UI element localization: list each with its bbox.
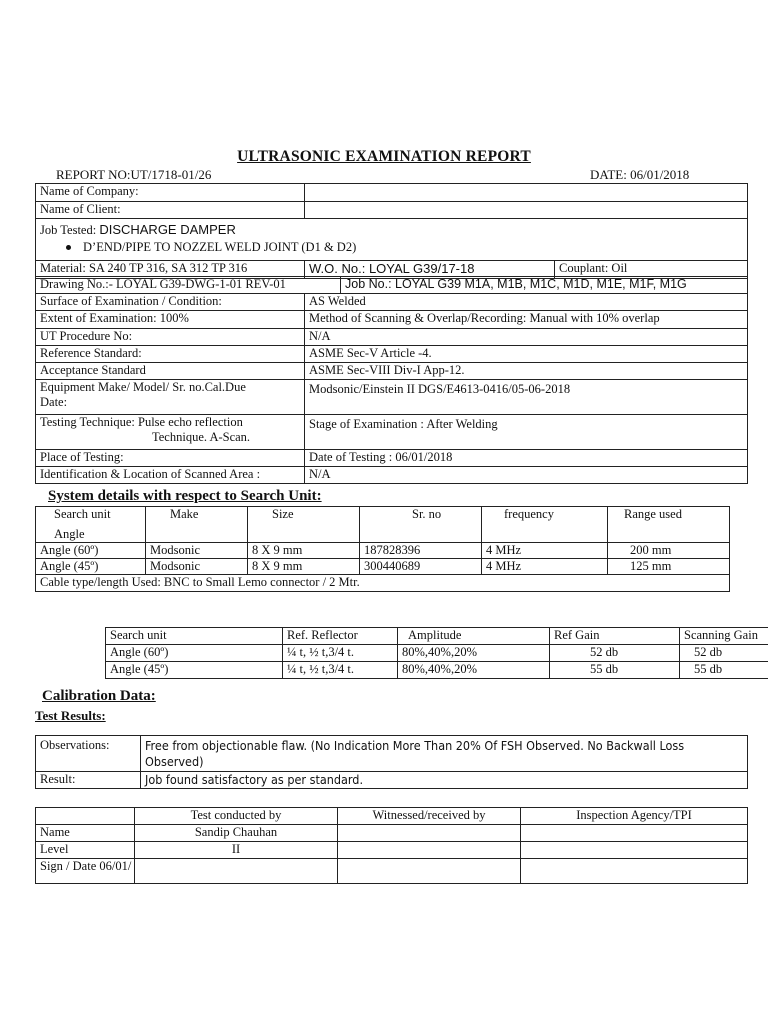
calibration-table (105, 627, 768, 679)
technique-label (36, 415, 305, 450)
header-witnessed: Witnessed/received by (338, 808, 521, 825)
job-number: Job No.: LOYAL G39 M1A, M1B, M1C, M1D, M1E, M1F, M1G (341, 277, 748, 294)
header-search-unit (36, 507, 146, 543)
surface-value: AS Welded (305, 294, 748, 311)
cal-header-amplitude: Amplitude (398, 628, 550, 645)
drawing-table (35, 276, 748, 294)
cal-cell-amplitude: 80%,40%,20% (398, 662, 550, 679)
technique-label-line2: Technique. A-Scan. (152, 430, 251, 444)
procedure-label: UT Procedure No: (36, 329, 305, 346)
results-table (35, 735, 748, 789)
header-sr-no: Sr. no (360, 507, 482, 543)
table-row (106, 645, 768, 662)
level-value: II (135, 842, 338, 859)
cell-make: Modsonic (146, 543, 248, 559)
table-row (36, 543, 730, 559)
cell-range: 125 mm (608, 559, 730, 575)
cable-info: Cable type/length Used: BNC to Small Lemo connector / 2 Mtr. (36, 575, 730, 592)
material: Material: SA 240 TP 316, SA 312 TP 316 (36, 261, 305, 279)
header-range: Range used (608, 507, 730, 543)
cal-header-ref-gain: Ref Gain (550, 628, 680, 645)
cal-cell-reflector: ¼ t, ½ t,3/4 t. (283, 662, 398, 679)
name-value: Sandip Chauhan (135, 825, 338, 842)
job-description: D’END/PIPE TO NOZZEL WELD JOINT (D1 & D2) (83, 240, 357, 254)
cal-cell-scanning-gain: 52 db (680, 645, 768, 662)
cal-header-scanning-gain: Scanning Gain (680, 628, 768, 645)
stage-value: Stage of Examination : After Welding (305, 415, 748, 450)
sign-label: Sign / Date (40, 859, 97, 873)
details-table (35, 183, 748, 279)
header-size: Size (248, 507, 360, 543)
method-value: Method of Scanning & Overlap/Recording: Manual with 10% overlap (305, 311, 748, 329)
cal-cell-reflector: ¼ t, ½ t,3/4 t. (283, 645, 398, 662)
cal-cell-search-unit: Angle (60º) (106, 645, 283, 662)
equipment-label-line1: Equipment Make/ Model/ Sr. no.Cal.Due (40, 380, 246, 394)
report-number: REPORT NO:UT/1718-01/26 (56, 167, 212, 182)
bullet-icon (66, 245, 71, 250)
signoff-header-blank (36, 808, 135, 825)
cal-cell-scanning-gain: 55 db (680, 662, 768, 679)
company-value (305, 184, 748, 202)
observations-label: Observations: (36, 736, 141, 772)
drawing-number: Drawing No.:- LOYAL G39-DWG-1-01 REV-01 (36, 277, 341, 294)
cal-cell-search-unit: Angle (45º) (106, 662, 283, 679)
table-row (106, 662, 768, 679)
acceptance-label: Acceptance Standard (36, 363, 305, 380)
sign-date-cell (36, 859, 135, 884)
calibration-heading: Calibration Data: (42, 688, 156, 704)
header-frequency: frequency (482, 507, 608, 543)
cell-frequency: 4 MHz (482, 559, 608, 575)
client-label: Name of Client: (36, 202, 305, 219)
cell-range: 200 mm (608, 543, 730, 559)
header-search-unit-sub: Angle (54, 527, 85, 541)
equipment-label-line2: Date: (40, 395, 68, 409)
job-tested-value: DISCHARGE DAMPER (99, 222, 236, 237)
report-date: DATE: 06/01/2018 (590, 167, 690, 182)
testing-date: Date of Testing : 06/01/2018 (305, 450, 748, 467)
cell-frequency: 4 MHz (482, 543, 608, 559)
technique-label-line1: Testing Technique: Pulse echo reflection (40, 415, 243, 429)
result-label: Result: (36, 772, 141, 789)
wo-number: W.O. No.: LOYAL G39/17-18 (305, 261, 555, 279)
cell-size: 8 X 9 mm (248, 543, 360, 559)
cal-cell-amplitude: 80%,40%,20% (398, 645, 550, 662)
cal-header-search-unit: Search unit (106, 628, 283, 645)
cell-search-unit: Angle (45º) (36, 559, 146, 575)
equipment-value: Modsonic/Einstein II DGS/E4613-0416/05-06-2018 (305, 380, 748, 415)
level-label: Level (36, 842, 135, 859)
cell-size: 8 X 9 mm (248, 559, 360, 575)
company-label: Name of Company: (36, 184, 305, 202)
surface-label: Surface of Examination / Condition: (36, 294, 305, 311)
reference-value: ASME Sec-V Article -4. (305, 346, 748, 363)
cal-cell-ref-gain: 52 db (550, 645, 680, 662)
signoff-table (35, 807, 748, 884)
reference-label: Reference Standard: (36, 346, 305, 363)
equipment-label (36, 380, 305, 415)
system-heading: System details with respect to Search Unit: (48, 488, 322, 504)
observations-value: Free from objectionable flaw. (No Indication More Than 20% Of FSH Observed. No Backwall Loss Observed) (141, 736, 748, 772)
cell-make: Modsonic (146, 559, 248, 575)
place-label: Place of Testing: (36, 450, 305, 467)
extent-label: Extent of Examination: 100% (36, 311, 305, 329)
sign-value: 06/01/ (99, 859, 132, 873)
table-row (36, 559, 730, 575)
cell-sr-no: 187828396 (360, 543, 482, 559)
test-results-heading: Test Results: (35, 708, 106, 723)
report-title: ULTRASONIC EXAMINATION REPORT (237, 148, 531, 165)
acceptance-value: ASME Sec-VIII Div-I App-12. (305, 363, 748, 380)
result-value: Job found satisfactory as per standard. (141, 772, 748, 789)
identification-label: Identification & Location of Scanned Area : (36, 467, 305, 484)
search-unit-table (35, 506, 730, 592)
cell-search-unit: Angle (60º) (36, 543, 146, 559)
cal-cell-ref-gain: 55 db (550, 662, 680, 679)
couplant: Couplant: Oil (555, 261, 748, 279)
job-tested-label: Job Tested: (40, 223, 97, 237)
name-label: Name (36, 825, 135, 842)
header-test-conducted: Test conducted by (135, 808, 338, 825)
examination-table (35, 293, 748, 484)
job-tested-cell (36, 219, 748, 261)
cell-sr-no: 300440689 (360, 559, 482, 575)
header-make: Make (146, 507, 248, 543)
header-inspection-agency: Inspection Agency/TPI (521, 808, 748, 825)
identification-value: N/A (305, 467, 748, 484)
cal-header-reflector: Ref. Reflector (283, 628, 398, 645)
client-value (305, 202, 748, 219)
procedure-value: N/A (305, 329, 748, 346)
header-search-unit-text: Search unit (54, 507, 111, 521)
